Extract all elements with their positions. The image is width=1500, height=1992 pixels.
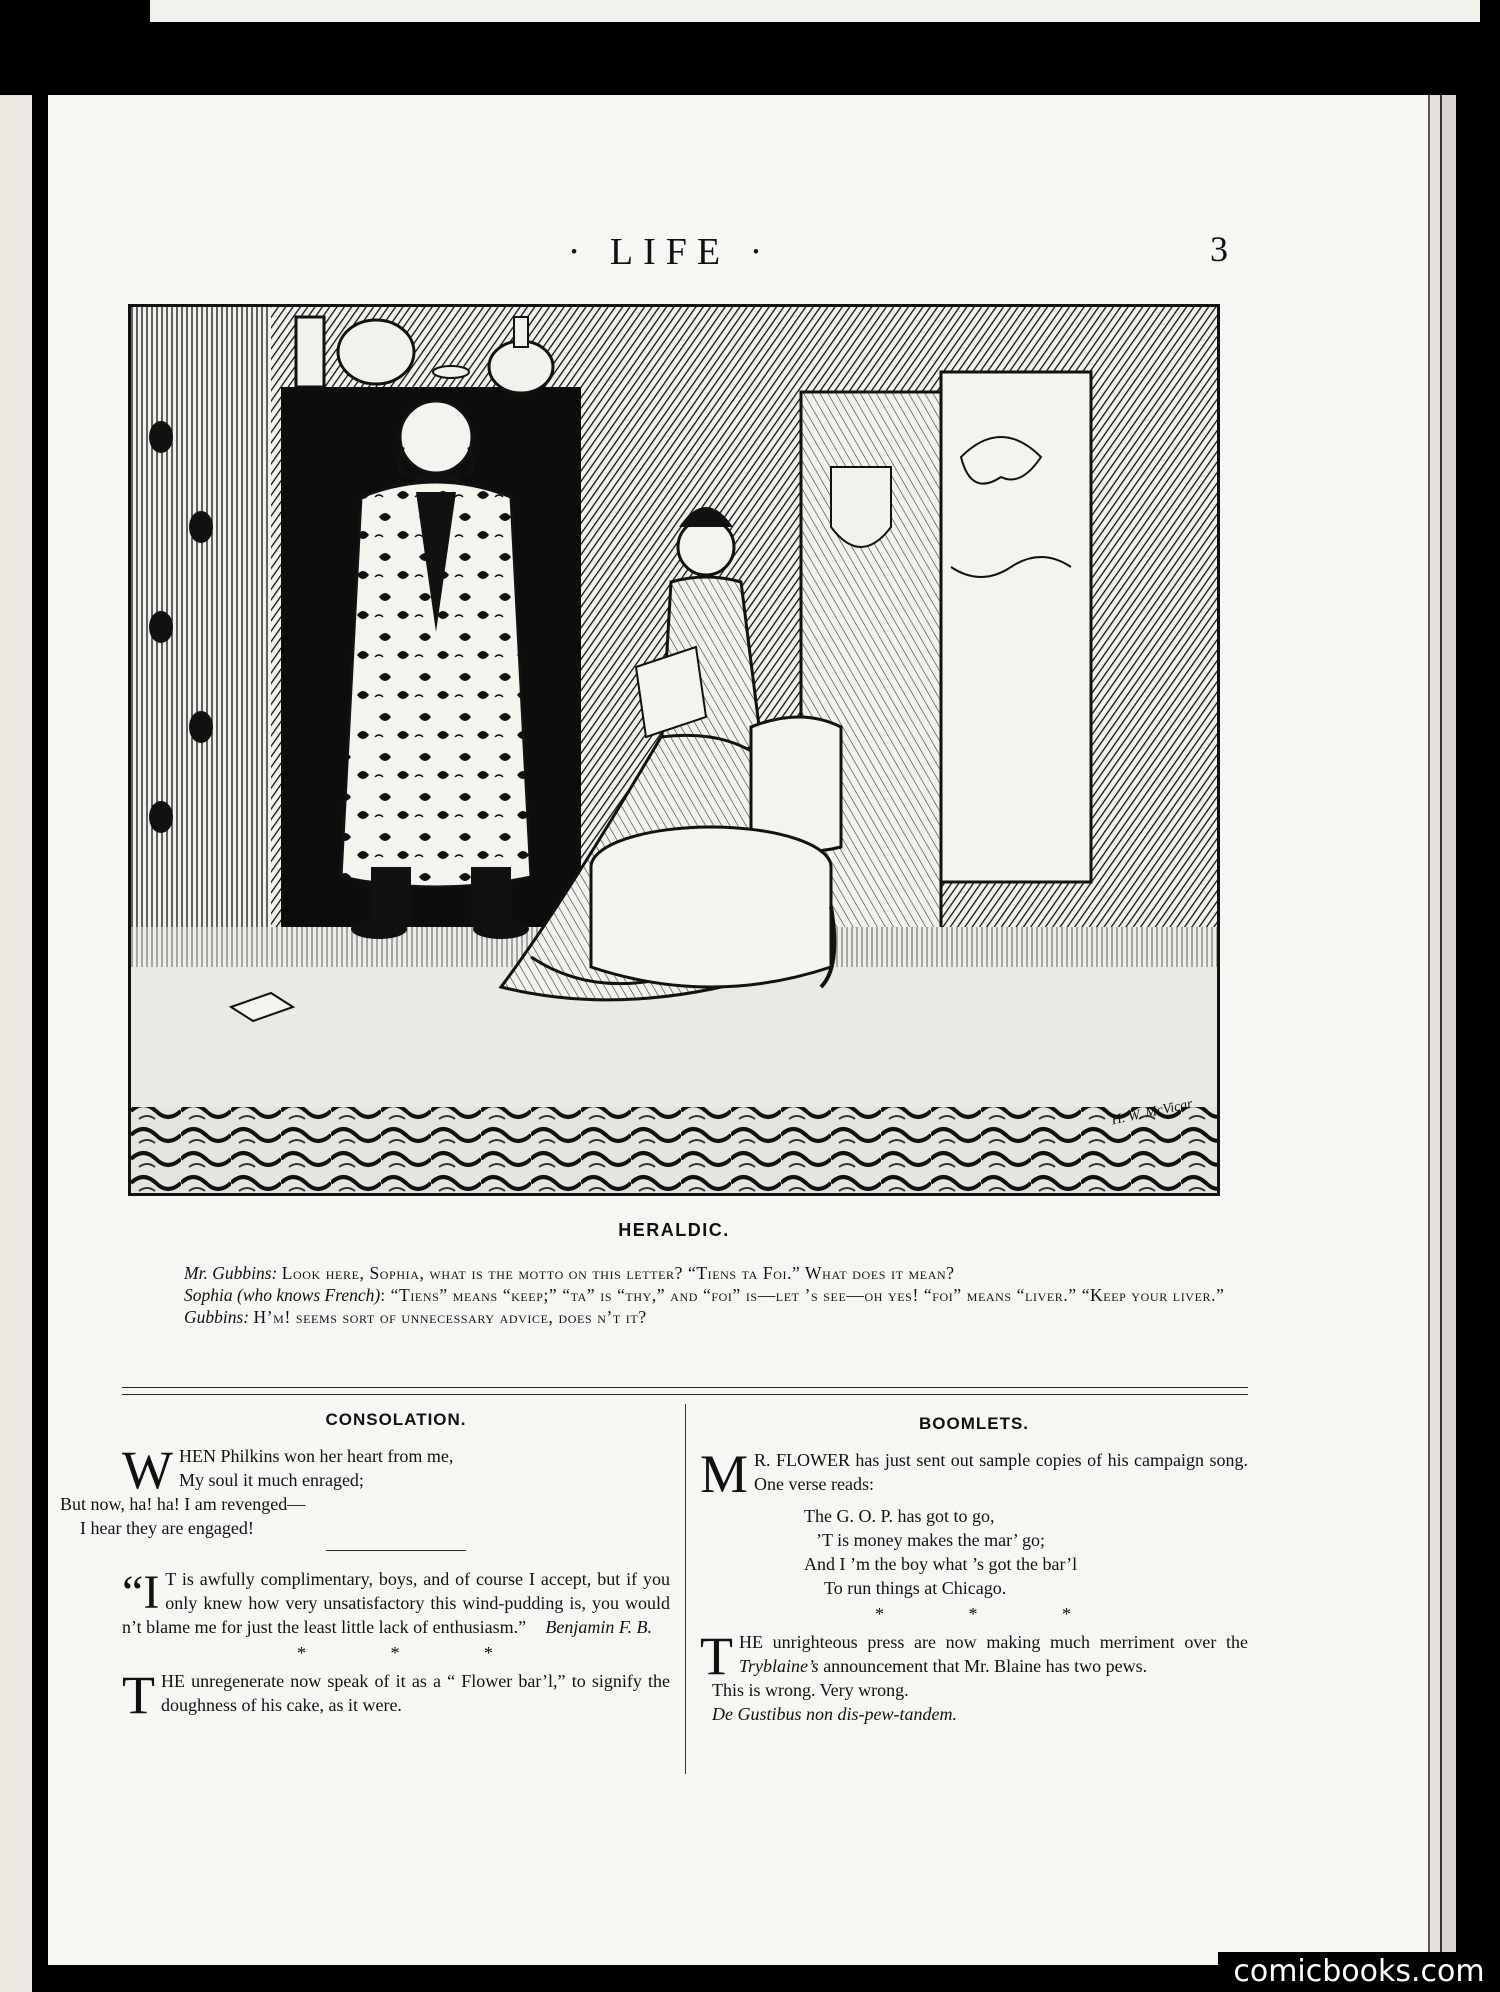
boomlets-intro: M R. FLOWER has just sent out sample copies of his campaign song. One verse reads: — [700, 1444, 1248, 1504]
drop-cap: T — [700, 1626, 733, 1686]
quote-paragraph: “I T is awfully complimentary, boys, and of course I accept, but if you only knew how very unsatisfactory this wind-pudding is, you would n’t blame me for just the least little lack of enthusiasm.” — [122, 1566, 670, 1637]
dialogue-line-reply: Gubbins: H’m! seems sort of unnecessary advice, does n’t it? — [184, 1307, 647, 1327]
consolation-poem: W HEN Philkins won her heart from me, My soul it much enraged; But now, ha! ha! I am revenged— I hear they are engaged! — [60, 1440, 454, 1538]
page-number: 3 — [1210, 229, 1228, 269]
cartoon-illustration — [128, 304, 1220, 1196]
drop-cap: M — [700, 1444, 749, 1504]
short-rule — [326, 1550, 466, 1551]
column-left — [60, 1408, 670, 1725]
section-divider — [122, 1387, 1248, 1395]
tryblaine-paragraph: T HE unrighteous press are now making much merriment over the Tryblaine’s announcement that Mr. Blaine has two pews. — [700, 1626, 1248, 1686]
consolation-heading: CONSOLATION. — [325, 1410, 467, 1429]
previous-page-edge — [150, 0, 1480, 22]
campaign-song-verse: The G. O. P. has got to go, ’T is money makes the mar’ go; And I ’m the boy what ’s got the bar’l To run things at Chicago. — [804, 1506, 1078, 1598]
facing-page-sliver — [0, 95, 32, 1992]
open-quote: “ — [122, 1566, 144, 1619]
cartoon-dialogue — [122, 1262, 1248, 1328]
drop-cap: T — [122, 1665, 155, 1725]
artist-signature: H. W. McVicar — [1110, 1096, 1194, 1129]
boomlets-heading: BOOMLETS. — [918, 1414, 1030, 1433]
engraving-drawing — [131, 307, 1217, 1193]
column-right — [700, 1412, 1248, 1726]
latin-motto: De Gustibus non dis-pew-tandem. — [712, 1704, 957, 1724]
quote-signature: Benjamin F. B. — [545, 1617, 652, 1637]
section-stars: * * * — [875, 1604, 1111, 1624]
flower-barl-paragraph: T HE unregenerate now speak of it as a “ Flower bar’l,” to signify the doughness of his cake, as it were. — [122, 1665, 670, 1725]
wrong-line: This is wrong. Very wrong. — [712, 1680, 909, 1700]
section-stars: * * * — [297, 1643, 533, 1663]
binding-gutter — [32, 95, 48, 1992]
dialogue-line-gubbins: Mr. Gubbins: Look here, Sophia, what is the motto on this letter? “Tiens ta Foi.” What does it mean? — [184, 1263, 955, 1283]
page-edge-back — [1440, 95, 1456, 1965]
drop-cap: W — [122, 1440, 173, 1500]
masthead: · LIFE · — [567, 231, 773, 273]
cartoon-title: HERALDIC. — [618, 1220, 730, 1240]
site-watermark: comicbooks.com — [1218, 1952, 1500, 1992]
column-rule — [685, 1404, 686, 1774]
drop-cap: I — [143, 1566, 160, 1619]
dialogue-line-sophia: Sophia (who knows French): “Tiens” means “keep;” “ta” is “thy,” and “foi” is—let ’s see—oh yes! “foi” means “liver.” “Keep your liver.” — [184, 1285, 1225, 1305]
